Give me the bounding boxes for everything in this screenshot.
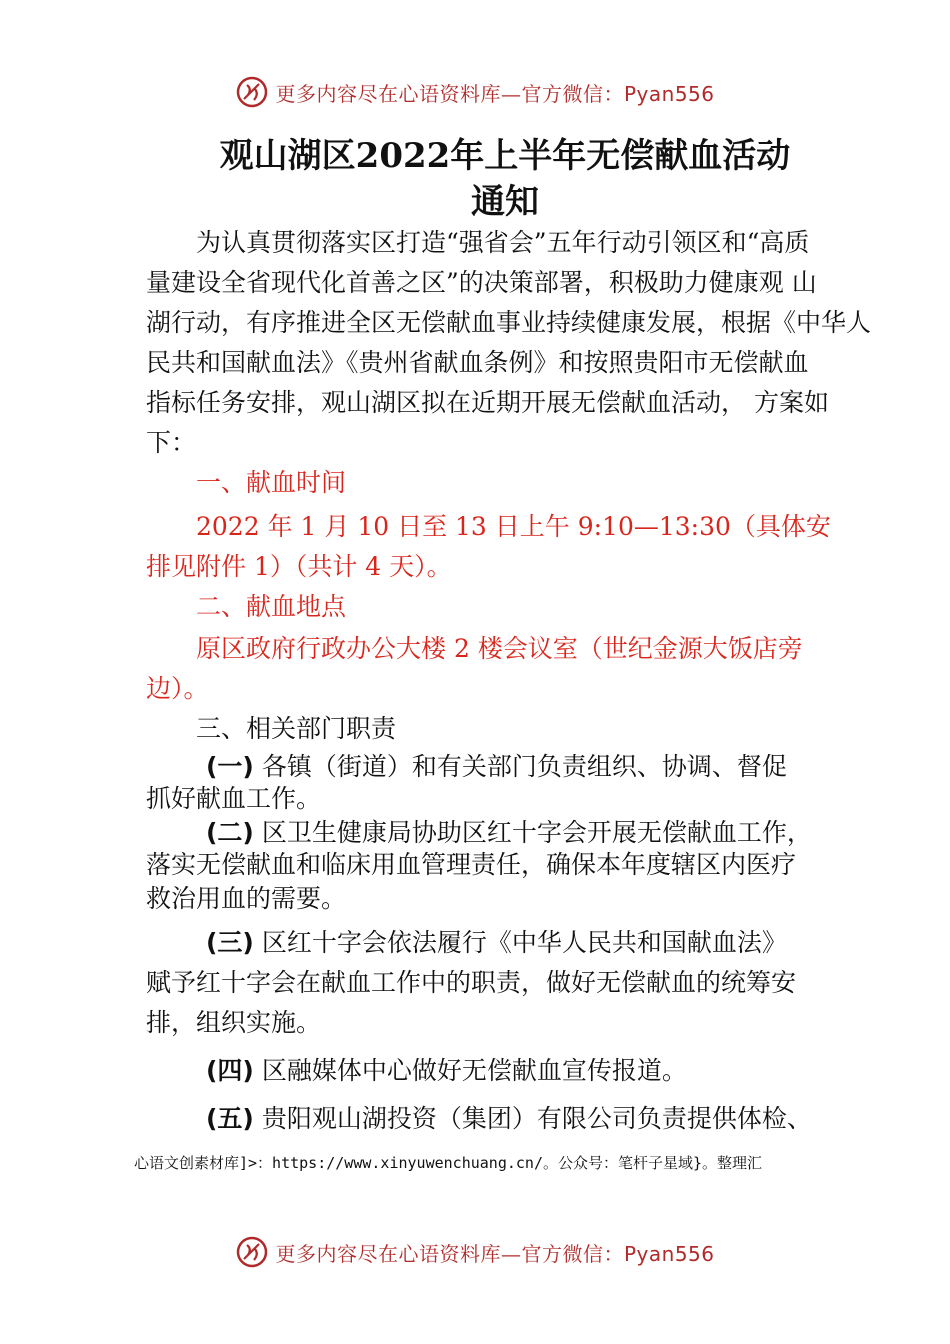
intro-line: 湖行动，有序推进全区无偿献血事业持续健康发展，根据《中华人: [146, 308, 872, 337]
header-banner: [0, 72, 950, 112]
duty-number: (二): [206, 818, 254, 847]
document-title: 观山湖区2022年上半年无偿献血活动: [219, 136, 791, 176]
intro-line: 下：: [146, 428, 197, 457]
duty-line: 救治用血的需要。: [146, 884, 347, 913]
intro-line: 为认真贯彻落实区打造“强省会”五年行动引领区和“高质: [196, 228, 810, 257]
duty-number: (五): [206, 1104, 254, 1133]
section-body-line: 原区政府行政办公大楼 2 楼会议室（世纪金源大饭店旁: [196, 634, 803, 663]
footnote-source: 心语文创素材库]>：https://www.xinyuwenchuang.cn/。公众号：笔杆子星域}。整理汇: [134, 1154, 763, 1172]
duty-line: 落实无偿献血和临床用血管理责任，确保本年度辖区内医疗: [146, 850, 797, 879]
document-title-line2: 通知: [471, 182, 539, 222]
duty-item: (五) 贵阳观山湖投资（集团）有限公司负责提供体检、: [206, 1104, 812, 1133]
section-heading-location: 二、献血地点: [196, 592, 347, 621]
duty-item: (三) 区红十字会依法履行《中华人民共和国献血法》: [206, 928, 787, 957]
section-body-line: 排见附件 1）（共计 4 天）。: [146, 552, 452, 581]
duty-number: (三): [206, 928, 254, 957]
duty-number: (一): [206, 752, 254, 781]
section-heading-time: 一、献血时间: [196, 468, 347, 497]
duty-item: (四) 区融媒体中心做好无偿献血宣传报道。: [206, 1056, 687, 1085]
banner-text: 更多内容尽在心语资料库—官方微信：Pyan556: [275, 1241, 715, 1266]
duty-line: 赋予红十字会在献血工作中的职责，做好无偿献血的统筹安: [146, 968, 797, 997]
section-body-line: 边）。: [146, 674, 209, 703]
footer-banner: [0, 1232, 950, 1272]
duty-number: (四): [206, 1056, 254, 1085]
section-body-line: 2022 年 1 月 10 日至 13 日上午 9:10—13:30（具体安: [196, 512, 831, 541]
duty-item: (二) 区卫生健康局协助区红十字会开展无偿献血工作，: [206, 818, 812, 847]
logo-icon: [235, 1235, 269, 1269]
duty-line: 抓好献血工作。: [146, 784, 322, 813]
intro-line: 指标任务安排，观山湖区拟在近期开展无偿献血活动， 方案如: [146, 388, 829, 417]
banner-text: 更多内容尽在心语资料库—官方微信：Pyan556: [275, 81, 715, 106]
logo-icon: [235, 75, 269, 109]
duty-line: 排，组织实施。: [146, 1008, 322, 1037]
duty-item: (一) 各镇（街道）和有关部门负责组织、协调、督促: [206, 752, 787, 781]
intro-line: 民共和国献血法》《贵州省献血条例》和按照贵阳市无偿献血: [146, 348, 809, 377]
section-heading-duties: 三、相关部门职责: [196, 714, 397, 743]
intro-line: 量建设全省现代化首善之区”的决策部署，积极助力健康观 山: [146, 268, 817, 297]
